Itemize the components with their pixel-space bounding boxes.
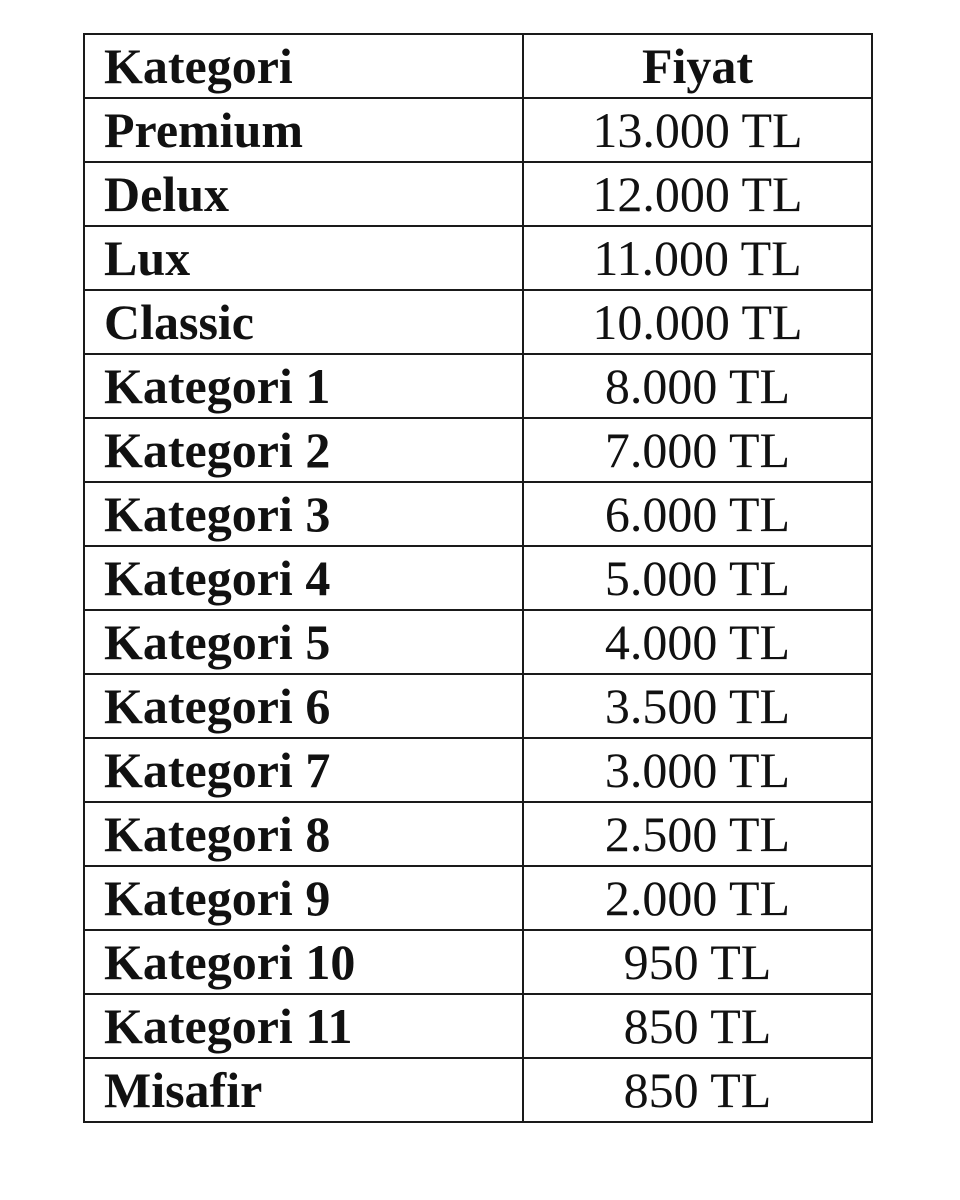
price-cell: 7.000 TL <box>523 418 872 482</box>
table-row <box>84 994 872 1058</box>
price-cell: 850 TL <box>523 1058 872 1122</box>
table-row <box>84 546 872 610</box>
table-row <box>84 354 872 418</box>
table-row <box>84 802 872 866</box>
category-cell: Misafir <box>84 1058 523 1122</box>
price-cell: 6.000 TL <box>523 482 872 546</box>
table-row <box>84 930 872 994</box>
table-header <box>84 34 872 98</box>
table-row <box>84 226 872 290</box>
category-cell: Delux <box>84 162 523 226</box>
price-cell: 11.000 TL <box>523 226 872 290</box>
price-cell: 2.500 TL <box>523 802 872 866</box>
price-cell: 8.000 TL <box>523 354 872 418</box>
category-cell: Kategori 2 <box>84 418 523 482</box>
category-cell: Kategori 3 <box>84 482 523 546</box>
price-cell: 13.000 TL <box>523 98 872 162</box>
category-cell: Kategori 1 <box>84 354 523 418</box>
category-cell: Kategori 7 <box>84 738 523 802</box>
category-cell: Kategori 8 <box>84 802 523 866</box>
category-cell: Kategori 10 <box>84 930 523 994</box>
price-column-header: Fiyat <box>523 34 872 98</box>
price-cell: 5.000 TL <box>523 546 872 610</box>
table-row <box>84 162 872 226</box>
table-row <box>84 290 872 354</box>
header-row <box>84 34 872 98</box>
category-cell: Classic <box>84 290 523 354</box>
table-row <box>84 738 872 802</box>
price-cell: 3.000 TL <box>523 738 872 802</box>
table-body <box>84 98 872 1122</box>
category-cell: Kategori 9 <box>84 866 523 930</box>
price-cell: 10.000 TL <box>523 290 872 354</box>
category-cell: Lux <box>84 226 523 290</box>
price-cell: 2.000 TL <box>523 866 872 930</box>
table-row <box>84 98 872 162</box>
table-row <box>84 610 872 674</box>
category-cell: Premium <box>84 98 523 162</box>
category-cell: Kategori 6 <box>84 674 523 738</box>
table-row <box>84 418 872 482</box>
price-cell: 950 TL <box>523 930 872 994</box>
price-cell: 3.500 TL <box>523 674 872 738</box>
price-table <box>83 33 873 1123</box>
category-cell: Kategori 4 <box>84 546 523 610</box>
table-row <box>84 482 872 546</box>
category-column-header: Kategori <box>84 34 523 98</box>
price-cell: 12.000 TL <box>523 162 872 226</box>
table-row <box>84 866 872 930</box>
category-cell: Kategori 11 <box>84 994 523 1058</box>
price-cell: 850 TL <box>523 994 872 1058</box>
category-cell: Kategori 5 <box>84 610 523 674</box>
table-row <box>84 674 872 738</box>
table-row <box>84 1058 872 1122</box>
price-cell: 4.000 TL <box>523 610 872 674</box>
